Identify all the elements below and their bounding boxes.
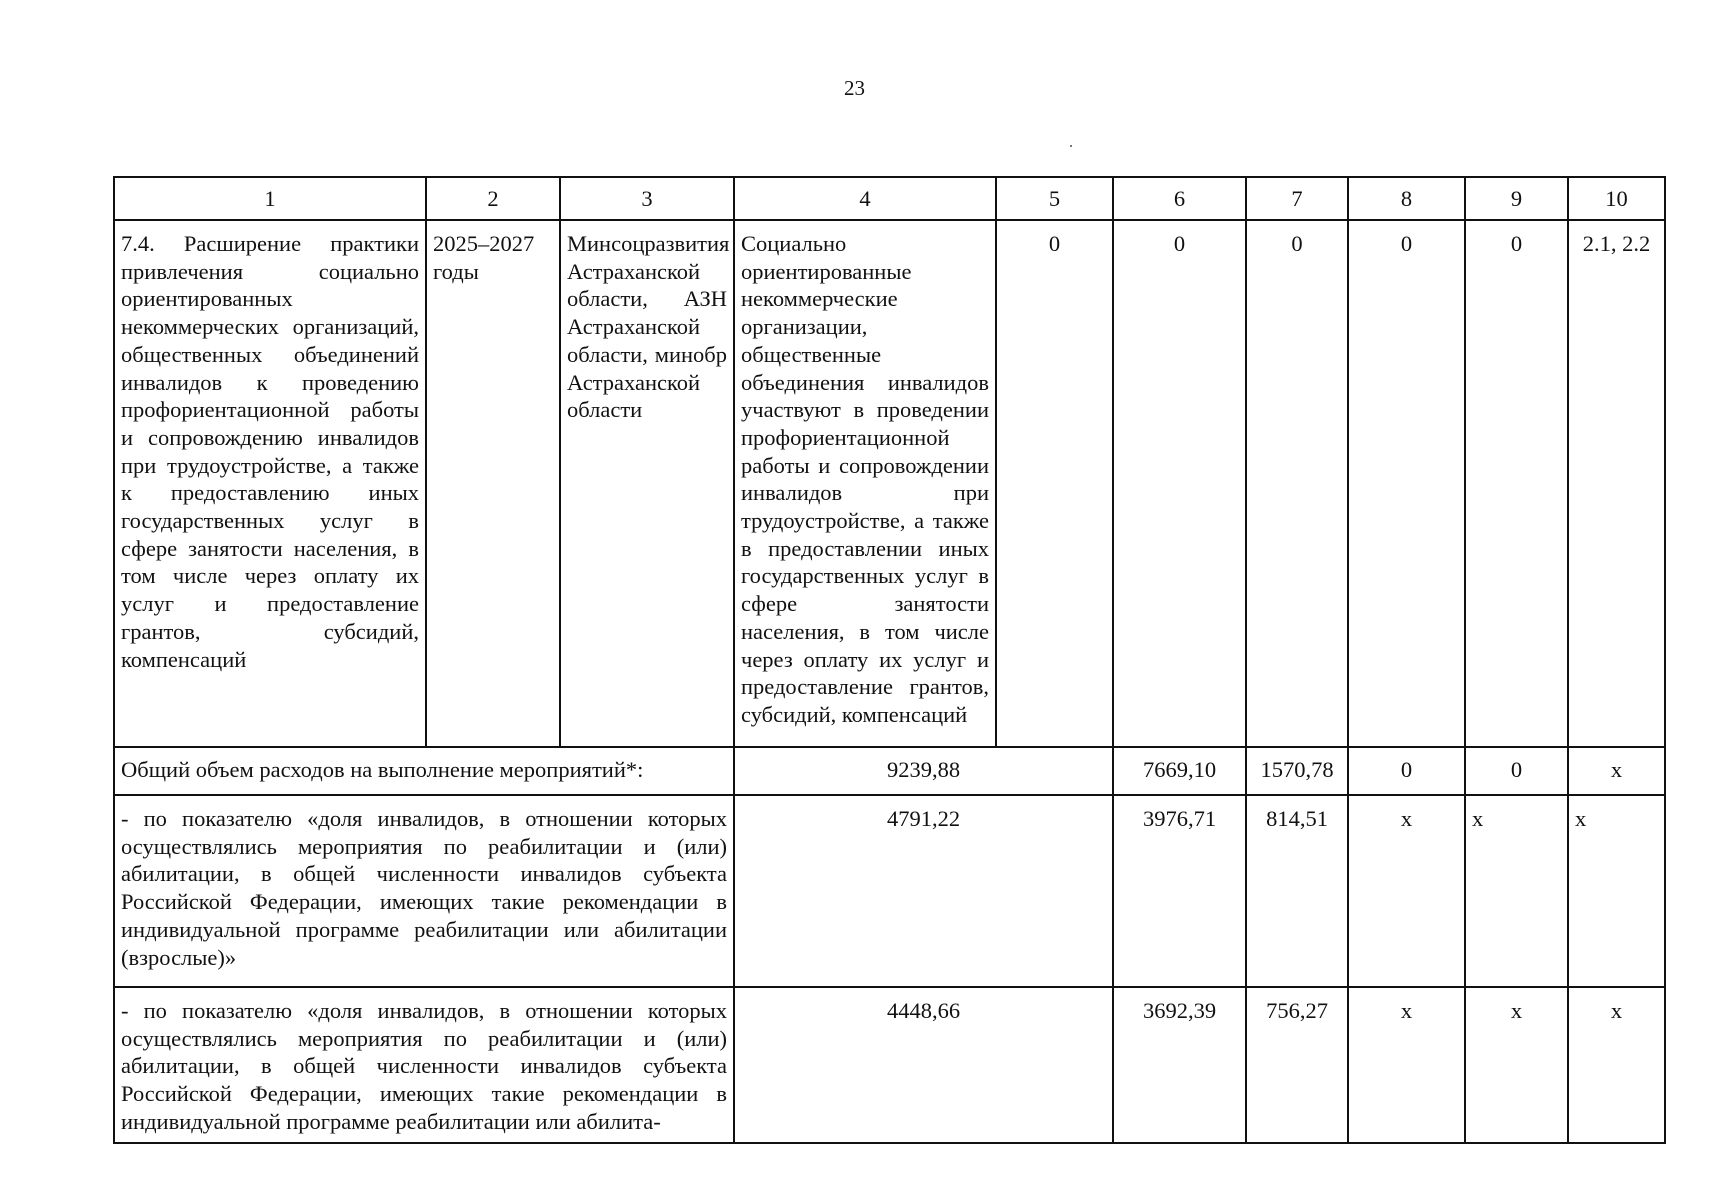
indicator-adults-col-7: 814,51 xyxy=(1246,795,1348,987)
header-cell-3: 3 xyxy=(560,177,734,220)
indicator-row-adults xyxy=(114,795,1665,987)
indicator-adults-sum: 4791,22 xyxy=(734,795,1113,987)
header-cell-1: 1 xyxy=(114,177,426,220)
total-col-7: 1570,78 xyxy=(1246,747,1348,795)
header-row xyxy=(114,177,1665,220)
page-number: 23 xyxy=(844,76,865,100)
header-cell-9: 9 xyxy=(1465,177,1568,220)
indicator-adults-col-8: х xyxy=(1348,795,1465,987)
indicator-next-col-9: х xyxy=(1465,987,1568,1143)
measure-col-10: 2.1, 2.2 xyxy=(1568,220,1665,747)
indicator-next-col-7: 756,27 xyxy=(1246,987,1348,1143)
total-col-6: 7669,10 xyxy=(1113,747,1246,795)
indicator-next-sum: 4448,66 xyxy=(734,987,1113,1143)
measure-participants: Социально ориентированные некоммерческие организации, общественные объединения инвалидов участвуют в проведении профориентационной работы и сопровождении инвалидов при трудоустройстве, а также в предоставлении иных государственных услуг в сфере занятости населения, в том числе через оплату их услуг и предоставление грантов, субсидий, компенсаций xyxy=(734,220,996,747)
total-label: Общий объем расходов на выполнение мероприятий*: xyxy=(114,747,734,795)
indicator-adults-label: - по показателю «доля инвалидов, в отношении которых осуществлялись мероприятия по реабилитации и (или) абилитации, в общей численности инвалидов субъекта Российской Федерации, имеющих такие рекомендации в индивидуальной программе реабилитации или абилитации (взрослые)» xyxy=(114,795,734,987)
indicator-adults-col-9: х xyxy=(1465,795,1568,987)
header-cell-8: 8 xyxy=(1348,177,1465,220)
measures-table xyxy=(113,176,1666,1144)
total-col-9: 0 xyxy=(1465,747,1568,795)
scan-speck xyxy=(1070,145,1072,147)
header-cell-7: 7 xyxy=(1246,177,1348,220)
indicator-row-next xyxy=(114,987,1665,1143)
measure-col-6: 0 xyxy=(1113,220,1246,747)
measure-executors: Минсоцразвития Астраханской области, АЗН Астраханской области, минобр Астраханской области xyxy=(560,220,734,747)
measure-col-5: 0 xyxy=(996,220,1113,747)
header-cell-10: 10 xyxy=(1568,177,1665,220)
header-cell-6: 6 xyxy=(1113,177,1246,220)
measure-period: 2025–2027 годы xyxy=(426,220,560,747)
measure-col-7: 0 xyxy=(1246,220,1348,747)
total-col-10: х xyxy=(1568,747,1665,795)
measure-col-9: 0 xyxy=(1465,220,1568,747)
indicator-adults-col-6: 3976,71 xyxy=(1113,795,1246,987)
measure-col-8: 0 xyxy=(1348,220,1465,747)
header-cell-4: 4 xyxy=(734,177,996,220)
header-cell-2: 2 xyxy=(426,177,560,220)
measure-row xyxy=(114,220,1665,747)
indicator-adults-col-10: х xyxy=(1568,795,1665,987)
indicator-next-col-8: х xyxy=(1348,987,1465,1143)
measure-name: 7.4. Расширение практики привлечения социально ориентированных некоммерческих организаций, общественных объединений инвалидов к проведению профориентационной работы и сопровождению инвалидов при трудоустройстве, а также к предоставлению иных государственных услуг в сфере занятости населения, в том числе через оплату их услуг и предоставление грантов, субсидий, компенсаций xyxy=(114,220,426,747)
total-sum: 9239,88 xyxy=(734,747,1113,795)
header-cell-5: 5 xyxy=(996,177,1113,220)
total-col-8: 0 xyxy=(1348,747,1465,795)
indicator-next-label: - по показателю «доля инвалидов, в отношении которых осуществлялись мероприятия по реабилитации и (или) абилитации, в общей численности инвалидов субъекта Российской Федерации, имеющих такие рекомендации в индивидуальной программе реабилитации или абилита- xyxy=(114,987,734,1143)
indicator-next-col-10: х xyxy=(1568,987,1665,1143)
indicator-next-col-6: 3692,39 xyxy=(1113,987,1246,1143)
total-row xyxy=(114,747,1665,795)
